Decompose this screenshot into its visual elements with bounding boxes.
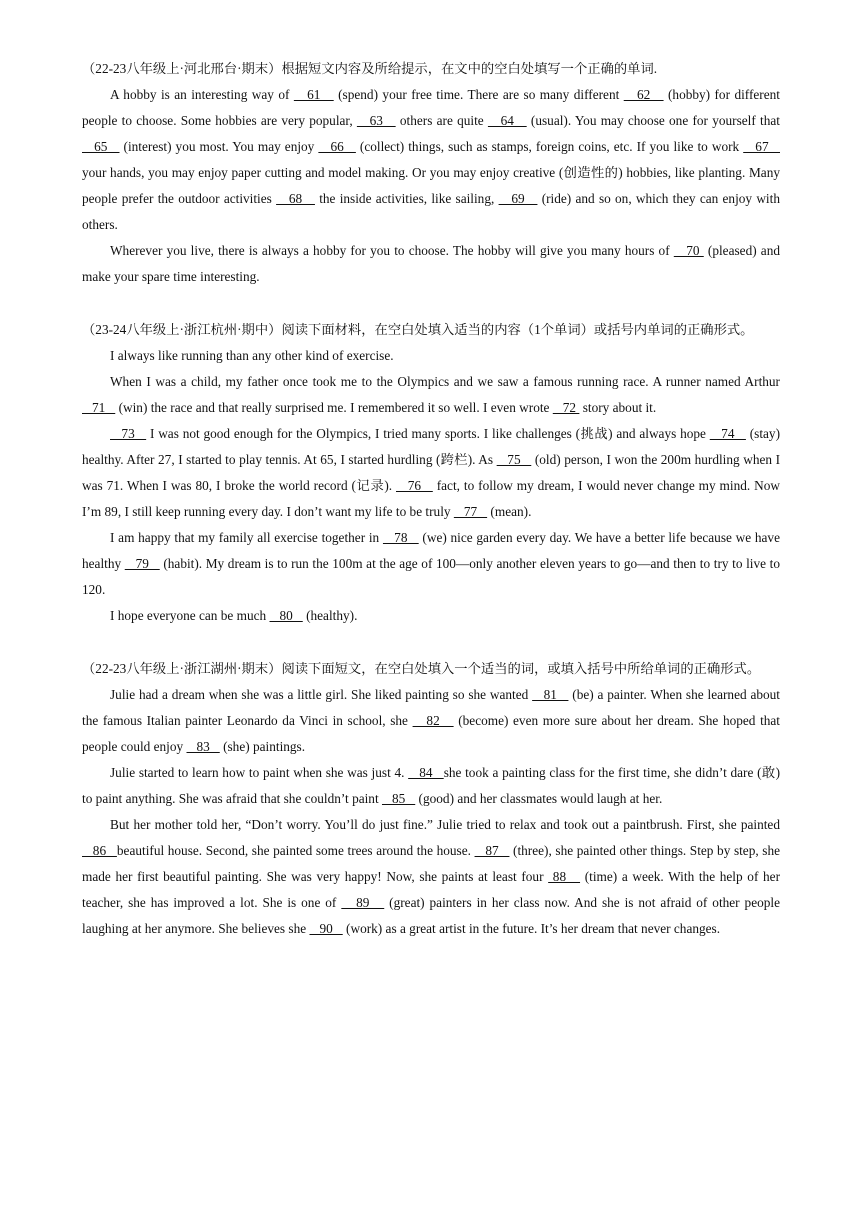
answer-blank: 83	[186, 739, 220, 754]
passage-text: (pleased) and make your spare time interesting.	[82, 243, 781, 284]
answer-blank: 70	[673, 243, 704, 258]
passage-text: story about it.	[579, 400, 657, 415]
answer-blank: 75	[496, 452, 532, 467]
answer-blank: 89	[341, 895, 385, 910]
passage-text: others are quite	[395, 113, 488, 128]
passage-paragraph	[82, 421, 780, 525]
passage-text: the inside activities, like sailing,	[314, 191, 499, 206]
passage-text: (healthy).	[302, 608, 358, 623]
passage-paragraph	[82, 82, 780, 238]
answer-blank: 78	[382, 530, 419, 545]
passage-text: fact, to follow my dream, I would never change my mind. Now I’m 89, I still keep running every day. I don’t want my life to be truly	[82, 478, 780, 519]
passage-text: (good) and her classmates would laugh at her.	[415, 791, 663, 806]
passage-text: your hands, you may enjoy paper cutting and model making. Or you may enjoy creative (创造性的) hobbies, like planting. Many people prefer the outdoor activities	[82, 165, 780, 206]
answer-blank: 69	[498, 191, 538, 206]
passage-text: (mean).	[487, 504, 532, 519]
passage-paragraph	[82, 603, 780, 629]
passage-text: (be) a painter. When she learned about the famous Italian painter Leonardo da Vinci in school, she	[82, 687, 780, 728]
passage-text: I always like running than any other kind of exercise.	[110, 348, 394, 363]
answer-blank: 85	[381, 791, 416, 806]
answer-blank: 61	[293, 87, 334, 102]
answer-blank: 82	[412, 713, 454, 728]
passage-text: Julie started to learn how to paint when she was just 4.	[110, 765, 409, 780]
passage-text: (collect) things, such as stamps, foreign coins, etc. If you like to work	[355, 139, 744, 154]
passage-text: (great) painters in her class now. And she is not afraid of other people laughing at her anymore. She believes she	[82, 895, 780, 936]
answer-blank: 68	[276, 191, 315, 206]
passage-text: (old) person, I won the 200m hurdling when I was 71. When I was 80, I broke the world record (记录).	[82, 452, 781, 493]
answer-blank: 80	[269, 608, 303, 623]
passage-text: (work) as a great artist in the future. It’s her dream that never changes.	[342, 921, 721, 936]
passage-paragraph	[82, 238, 780, 290]
answer-blank: 90	[309, 921, 343, 936]
passage-text: Julie had a dream when she was a little girl. She liked painting so she wanted	[110, 687, 533, 702]
section-heading: （22-23八年级上·浙江湖州·期末）阅读下面短文，在空白处填入一个适当的词，或填入括号中所给单词的正确形式。	[82, 661, 761, 676]
passage-paragraph	[82, 343, 780, 369]
passage-text: (hobby) for different people to choose. Some hobbies are very popular,	[82, 87, 780, 128]
passage-text: (ride) and so on, which they can enjoy with others.	[82, 191, 780, 232]
answer-blank: 88	[548, 869, 581, 884]
answer-blank: 64	[487, 113, 527, 128]
answer-blank: 73	[110, 426, 147, 441]
answer-blank: 77	[453, 504, 488, 519]
passage-paragraph	[82, 760, 780, 812]
answer-blank: 84	[408, 765, 444, 780]
passage-text: (interest) you most. You may enjoy	[119, 139, 319, 154]
passage-paragraph	[82, 369, 780, 421]
passage-text: (usual). You may choose one for yourself that	[526, 113, 780, 128]
passage-paragraph	[82, 812, 780, 942]
passage-text: But her mother told her, “Don’t worry. You’ll do just fine.” Julie tried to relax and took out a paintbrush. First, she painted	[110, 817, 780, 832]
answer-blank: 81	[532, 687, 569, 702]
answer-blank: 66	[318, 139, 356, 154]
exercise-section	[82, 56, 780, 290]
answer-blank: 71	[82, 400, 116, 415]
answer-blank: 62	[623, 87, 664, 102]
exercise-section	[82, 317, 780, 629]
passage-text: A hobby is an interesting way of	[110, 87, 294, 102]
passage-text: (stay) healthy. After 27, I started to play tennis. At 65, I started hurdling (跨栏). As	[82, 426, 780, 467]
answer-blank: 72	[552, 400, 580, 415]
passage-text: (time) a week. With the help of her teacher, she has improved a lot. She is one of	[82, 869, 781, 910]
answer-blank: 67	[743, 139, 780, 154]
passage-text: beautiful house. Second, she painted some trees around the house.	[116, 843, 475, 858]
answer-blank: 86	[82, 843, 117, 858]
section-heading: （22-23八年级上·河北邢台·期末）根据短文内容及所给提示，在文中的空白处填写一个正确的单词.	[82, 61, 658, 76]
passage-text: I am happy that my family all exercise together in	[110, 530, 383, 545]
passage-text: (spend) your free time. There are so many different	[333, 87, 624, 102]
passage-text: I hope everyone can be much	[110, 608, 270, 623]
passage-text: When I was a child, my father once took me to the Olympics and we saw a famous running race. A runner named Arthur	[110, 374, 780, 389]
passage-text: (win) the race and that really surprised me. I remembered it so well. I even wrote	[115, 400, 553, 415]
passage-text: (become) even more sure about her dream. She hoped that people could enjoy	[82, 713, 781, 754]
answer-blank: 79	[124, 556, 160, 571]
passage-text: (habit). My dream is to run the 100m at the age of 100—only another eleven years to go—and then to try to live to 120.	[82, 556, 780, 597]
answer-blank: 63	[356, 113, 396, 128]
passage-text: she took a painting class for the first time, she didn’t dare (敢) to paint anything. She was afraid that she couldn’t paint	[82, 765, 780, 806]
passage-text: (three), she painted other things. Step by step, she made her first beautiful painting. She was very happy! Now, she paints at least four	[82, 843, 781, 884]
answer-blank: 65	[82, 139, 120, 154]
section-heading: （23-24八年级上·浙江杭州·期中）阅读下面材料，在空白处填入适当的内容（1个单词）或括号内单词的正确形式。	[82, 322, 754, 337]
passage-text: Wherever you live, there is always a hobby for you to choose. The hobby will give you many hours of	[110, 243, 674, 258]
answer-blank: 87	[474, 843, 510, 858]
passage-text: (we) nice garden every day. We have a better life because we have healthy	[82, 530, 780, 571]
answer-blank: 74	[709, 426, 746, 441]
passage-paragraph	[82, 682, 780, 760]
answer-blank: 76	[396, 478, 433, 493]
document-page	[82, 56, 780, 969]
passage-paragraph	[82, 525, 780, 603]
passage-text: (she) paintings.	[219, 739, 306, 754]
passage-text: I was not good enough for the Olympics, I tried many sports. I like challenges (挑战) and always hope	[146, 426, 710, 441]
exercise-section	[82, 656, 780, 942]
